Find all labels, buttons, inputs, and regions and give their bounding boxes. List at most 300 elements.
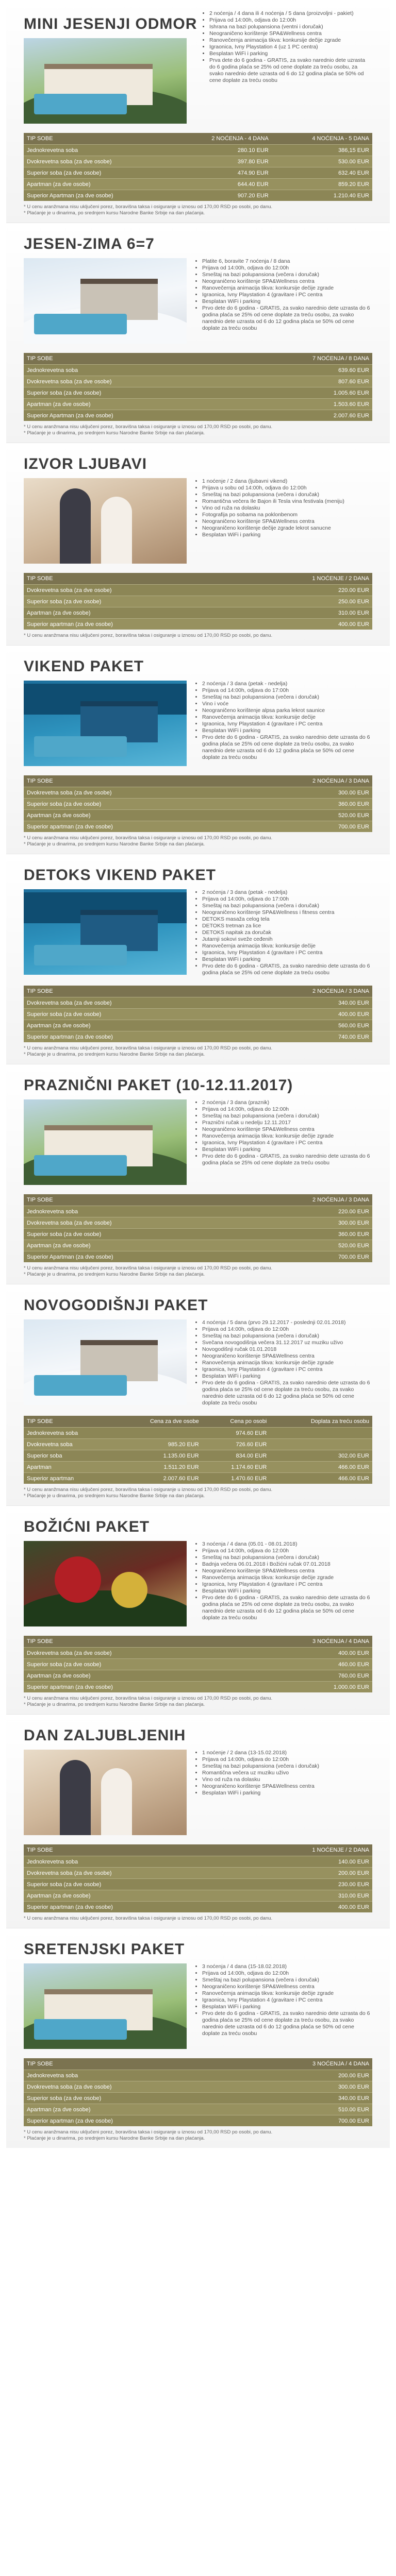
feature-list (194, 258, 372, 332)
feature-item: • Romantična večera Ile Bajon ili Tesla vina festivala (meniju) (202, 498, 372, 505)
feature-item: • Smeštaj na bazi polupansiona (večera i doručak) (202, 1977, 372, 1984)
feature-item: • Prijava od 14:00h, odjava do 12:00h (202, 1756, 372, 1763)
price-row (24, 1682, 372, 1693)
room-type: Apartman (za dve osobe) (24, 810, 231, 821)
price-row (24, 1206, 372, 1217)
column-header: Doplata za treću osobu (270, 1416, 372, 1428)
price-row (24, 1670, 372, 1682)
feature-item: • Prijava od 14:00h, odjava do 12:00h (202, 1970, 372, 1977)
feature-item: • Prijava u sobu od 14:00h, odjava do 12:00h (202, 485, 372, 492)
feature-item: • Vino i voće (202, 701, 372, 707)
room-type: Dvokrevetna soba (za dve osobe) (24, 585, 230, 596)
price-row (24, 607, 372, 619)
column-header: 2 NOĆENJA - 4 DANA (171, 133, 272, 145)
room-type: Superior soba (za dve osobe) (24, 1009, 231, 1020)
package-section (6, 1064, 390, 1284)
package-photo (24, 1319, 187, 1405)
price-row (24, 1450, 372, 1462)
price-row (24, 619, 372, 630)
feature-item: • Prijava od 14:00h, odjava do 17:00h (202, 896, 372, 903)
price-row (24, 179, 372, 190)
package-title: JESEN-ZIMA 6=7 (24, 235, 155, 252)
package-photo (24, 1099, 187, 1185)
package-section (6, 645, 390, 854)
room-type: Superior soba (za dve osobe) (24, 596, 230, 607)
feature-item: • Besplatan WiFi i parking (202, 1790, 372, 1797)
feature-item: • Smeštaj na bazi polupansiona (večera i doručak) (202, 1554, 372, 1561)
price-cell: 310.00 EUR (230, 1890, 372, 1902)
feature-item: • Igraonica, Ivny Playstation 4 (gravitare i PC centra (202, 1140, 372, 1146)
price-cell: 360.00 EUR (231, 1229, 372, 1240)
column-header: TIP SOBE (24, 1636, 231, 1648)
price-cell: 644.40 EUR (171, 179, 272, 190)
column-header: TIP SOBE (24, 353, 231, 365)
feature-item: • 2 noćenja / 3 dana (petak - nedelja) (202, 681, 372, 687)
note-line: * Plaćanje je u dinarima, po srednjem kursu Narodne Banke Srbije na dan plaćanja. (24, 430, 205, 436)
price-cell: 907.20 EUR (171, 190, 272, 201)
price-cell: 639.60 EUR (231, 365, 372, 376)
feature-list (194, 1963, 372, 2037)
feature-item: • Besplatan WiFi i parking (202, 532, 372, 538)
feature-item: • Besplatan WiFi i parking (202, 727, 372, 734)
feature-item: • Prijava od 14:00h, odjava do 12:00h (202, 1548, 372, 1554)
column-header: Cena po osobi (202, 1416, 270, 1428)
room-type: Apartman (za dve osobe) (24, 2104, 231, 2115)
price-table (24, 1844, 372, 1912)
price-row (24, 821, 372, 833)
feature-item: • Ishrana na bazi polupansiona (ventni i doručak) (209, 24, 372, 30)
price-cell: 230.00 EUR (230, 1879, 372, 1890)
feature-item: • Ranovečernja animacija tikva: konkursije dečije zgrade (202, 1574, 372, 1581)
price-cell: 300.00 EUR (231, 2081, 372, 2093)
photo-shape (34, 94, 127, 114)
package-section (6, 854, 390, 1064)
photo-shape (34, 314, 127, 334)
price-row (24, 1020, 372, 1031)
room-type: Jednokrevetna soba (24, 1856, 230, 1868)
price-cell: 740.00 EUR (231, 1031, 372, 1043)
package-title: IZVOR LJUBAVI (24, 455, 147, 472)
price-cell: 834.00 EUR (202, 1450, 270, 1462)
note-line: * U cenu aranžmana nisu uključeni porez, boravišna taksa i osiguranje u iznosu od 170,00 RSD po osobi, po danu. (24, 2129, 273, 2135)
package-photo (24, 478, 187, 564)
price-cell: 400.00 EUR (231, 1648, 372, 1659)
price-table-header (24, 1636, 372, 1648)
feature-item: • 3 noćenja / 4 dana (05.01 - 08.01.2018) (202, 1541, 372, 1548)
price-cell: 760.00 EUR (231, 1670, 372, 1682)
package-section (6, 1714, 390, 1928)
feature-item: • Besplatan WiFi i parking (202, 1146, 372, 1153)
price-table (24, 353, 372, 421)
price-cell: 474.90 EUR (171, 167, 272, 179)
price-cell: 1.005.60 EUR (231, 387, 372, 399)
feature-item: • 1 noćenje / 2 dana (13-15.02.2018) (202, 1750, 372, 1756)
feature-item: • Prvo dete do 6 godina - GRATIS, za svako narednio dete uzrasta do 6 godina plaća se 25% od cene doplate za treću osobu, za svako narednio dete uzrasta od 6 do 12 godina plaća se 50% od cene doplate za treću osobu (202, 1595, 372, 1621)
feature-item: • Igraonica, Ivny Playstation 4 (gravitare i PC centra (202, 1997, 372, 2004)
price-row (24, 1648, 372, 1659)
feature-item: • Smeštaj na bazi polupansiona (večera i doručak) (202, 694, 372, 701)
feature-item: • DETOKS tretman za lice (202, 923, 372, 929)
room-type: Superior soba (za dve osobe) (24, 1879, 230, 1890)
feature-item: • 3 noćenja / 4 dana (15-18.02.2018) (202, 1963, 372, 1970)
room-type: Superior apartman (za dve osobe) (24, 821, 231, 833)
price-cell: 859.20 EUR (272, 179, 372, 190)
price-cell (114, 1428, 202, 1439)
price-row (24, 596, 372, 607)
price-row (24, 1659, 372, 1670)
package-section (6, 0, 390, 223)
price-cell: 466.00 EUR (270, 1473, 372, 1484)
note-line: * U cenu aranžmana nisu uključeni porez, boravišna taksa i osiguranje u iznosu od 170,00 RSD po osobi, po danu. (24, 633, 273, 638)
price-table-header (24, 1416, 372, 1428)
feature-item: • Smeštaj na bazi polupansiona (večera i doručak) (202, 1113, 372, 1120)
price-row (24, 1031, 372, 1043)
room-type: Apartman (za dve osobe) (24, 399, 231, 410)
price-cell: 300.00 EUR (231, 1217, 372, 1229)
price-notes (24, 424, 372, 436)
room-type: Apartman (za dve osobe) (24, 607, 230, 619)
price-cell: 1.174.60 EUR (202, 1462, 270, 1473)
price-row (24, 1229, 372, 1240)
room-type: Superior Apartman (za dve osobe) (24, 190, 171, 201)
feature-item: • Jutarnji sokovi sveže ceđenih (202, 936, 372, 943)
price-notes (24, 835, 372, 848)
photo-shape (101, 497, 132, 564)
room-type: Superior apartman (za dve osobe) (24, 1031, 231, 1043)
price-notes (24, 1045, 372, 1058)
room-type: Apartman (za dve osobe) (24, 1890, 230, 1902)
price-cell: 726.60 EUR (202, 1439, 270, 1450)
feature-item: • Ranovečernja animacija tikva: konkursije dečije zgrade (202, 1133, 372, 1140)
package-photo (24, 38, 187, 124)
price-cell: 200.00 EUR (231, 2070, 372, 2081)
price-table-header (24, 986, 372, 997)
price-cell: 700.00 EUR (231, 821, 372, 833)
package-title: DETOKS VIKEND PAKET (24, 867, 216, 884)
room-type: Apartman (24, 1462, 114, 1473)
price-cell: 220.00 EUR (231, 1206, 372, 1217)
package-title: VIKEND PAKET (24, 658, 144, 675)
room-type: Superior apartman (za dve osobe) (24, 2115, 231, 2127)
feature-item: • 2 noćenja / 3 dana (petak - nedelja) (202, 889, 372, 896)
package-title: NOVOGODIŠNJI PAKET (24, 1297, 208, 1314)
price-table-header (24, 1844, 372, 1856)
price-cell: 1.511.20 EUR (114, 1462, 202, 1473)
price-row (24, 2070, 372, 2081)
price-row (24, 156, 372, 167)
feature-item: • Ranovečernja animacija tikva: konkursije dečije zgrade (202, 1360, 372, 1366)
feature-item: • Neograničeno korištenje SPA&Wellness centra (202, 278, 372, 285)
feature-item: • Fotografija po sobama na poklonbenom (202, 512, 372, 518)
note-line: * Plaćanje je u dinarima, po srednjem kursu Narodne Banke Srbije na dan plaćanja. (24, 1493, 205, 1499)
feature-item: • Neograničeno korištenje SPA&Wellness centra (202, 1984, 372, 1990)
photo-shape (101, 1768, 132, 1835)
price-row (24, 1439, 372, 1450)
column-header: 2 NOĆENJA / 3 DANA (231, 775, 372, 787)
price-cell (270, 1439, 372, 1450)
note-line: * U cenu aranžmana nisu uključeni porez, boravišna taksa i osiguranje u iznosu od 170,00 RSD po osobi, po danu. (24, 1045, 273, 1051)
column-header: TIP SOBE (24, 573, 230, 585)
room-type: Jednokrevetna soba (24, 2070, 231, 2081)
feature-item: • Besplatan WiFi i parking (202, 2004, 372, 2010)
price-row (24, 2093, 372, 2104)
price-cell: 220.00 EUR (230, 585, 372, 596)
room-type: Apartman (za dve osobe) (24, 1020, 231, 1031)
feature-item: • 1 noćenje / 2 dana (ljubavni vikend) (202, 478, 372, 485)
feature-list (194, 681, 372, 761)
price-cell: 360.00 EUR (231, 799, 372, 810)
photo-shape (34, 1375, 127, 1396)
room-type: Superior soba (za dve osobe) (24, 387, 231, 399)
price-table (24, 133, 372, 201)
column-header: TIP SOBE (24, 1194, 231, 1206)
photo-shape (34, 1155, 127, 1176)
feature-list (194, 1750, 372, 1797)
feature-item: • Neograničeno korištenje SPA&Wellness centra (209, 30, 372, 37)
photo-shape (111, 1572, 147, 1608)
feature-item: • Praznični ručak u nedelju 12.11.2017 (202, 1120, 372, 1126)
package-title: MINI JESENJI ODMOR (24, 15, 197, 32)
feature-item: • Igraonica, Ivny Playstation 4 (gravitare i PC centra (202, 950, 372, 956)
note-line: * Plaćanje je u dinarima, po srednjem kursu Narodne Banke Srbije na dan plaćanja. (24, 2136, 205, 2141)
feature-item: • Ranovečernja animacija tikva: konkursije dečije (202, 943, 372, 950)
note-line: * U cenu aranžmana nisu uključeni porez, boravišna taksa i osiguranje u iznosu od 170,00 RSD po osobi, po danu. (24, 1487, 273, 1493)
price-cell: 520.00 EUR (231, 1240, 372, 1251)
feature-item: • Besplatan WiFi i parking (202, 1588, 372, 1595)
package-section (6, 223, 390, 443)
room-type: Superior soba (24, 1450, 114, 1462)
feature-item: • Neograničeno korištenje SPA&Wellness centra (202, 1126, 372, 1133)
room-type: Superior soba (za dve osobe) (24, 1229, 231, 1240)
column-header: 1 NOĆENJE / 2 DANA (230, 1844, 372, 1856)
price-table-header (24, 2058, 372, 2070)
price-cell: 560.00 EUR (231, 1020, 372, 1031)
column-header: TIP SOBE (24, 1416, 114, 1428)
column-header: 7 NOĆENJA / 8 DANA (231, 353, 372, 365)
price-cell: 400.00 EUR (230, 619, 372, 630)
price-cell: 510.00 EUR (231, 2104, 372, 2115)
column-header: 4 NOĆENJA - 5 DANA (272, 133, 372, 145)
photo-shape (34, 945, 127, 965)
price-row (24, 1428, 372, 1439)
price-row (24, 1473, 372, 1484)
feature-item: • Besplatan WiFi i parking (202, 298, 372, 305)
package-overview (24, 1963, 372, 2049)
price-cell: 974.60 EUR (202, 1428, 270, 1439)
column-header: 3 NOĆENJA / 4 DANA (231, 2058, 372, 2070)
note-line: * U cenu aranžmana nisu uključeni porez, boravišna taksa i osiguranje u iznosu od 170,00 RSD po osobi, po danu. (24, 1916, 273, 1921)
price-cell: 1.135.00 EUR (114, 1450, 202, 1462)
price-table-header (24, 133, 372, 145)
room-type: Dvokrevetna soba (za dve osobe) (24, 2081, 231, 2093)
room-type: Superior Apartman (za dve osobe) (24, 1251, 231, 1263)
room-type: Superior apartman (za dve osobe) (24, 619, 230, 630)
price-cell: 1.503.60 EUR (231, 399, 372, 410)
price-cell: 1.000.00 EUR (231, 1682, 372, 1693)
price-cell: 1.210.40 EUR (272, 190, 372, 201)
column-header: TIP SOBE (24, 1844, 230, 1856)
room-type: Jednokrevetna soba (24, 365, 231, 376)
note-line: * U cenu aranžmana nisu uključeni porez, boravišna taksa i osiguranje u iznosu od 170,00 RSD po osobi, po danu. (24, 204, 273, 210)
room-type: Dvokrevetna soba (za dve osobe) (24, 376, 231, 387)
price-table (24, 1194, 372, 1262)
column-header: Cena za dve osobe (114, 1416, 202, 1428)
price-row (24, 1856, 372, 1868)
feature-item: • Novogodišnji ručak 01.01.2018 (202, 1346, 372, 1353)
feature-item: • Igraonica, Ivny Playstation 4 (gravitare i PC centra (202, 1366, 372, 1373)
feature-list (201, 10, 372, 84)
price-row (24, 1217, 372, 1229)
price-cell: 807.60 EUR (231, 376, 372, 387)
price-cell: 280.10 EUR (171, 145, 272, 156)
price-row (24, 387, 372, 399)
price-row (24, 787, 372, 799)
room-type: Apartman (za dve osobe) (24, 179, 171, 190)
price-table (24, 573, 372, 630)
feature-list (194, 889, 372, 976)
feature-item: • Prva dete do 6 godina - GRATIS, za svako narednio dete uzrasta do 6 godina plaća se 25% od cene doplate za treću osobu, za svako narednio dete uzrasta od 6 do 12 godina plaća se 50% od cene doplate za treću osobu (209, 57, 372, 84)
price-table-header (24, 353, 372, 365)
price-cell (270, 1428, 372, 1439)
feature-item: • Igraonica, Ivny Playstation 4 (gravitare i PC centra (202, 292, 372, 298)
room-type: Dvokrevetna soba (24, 1439, 114, 1450)
price-table (24, 775, 372, 832)
column-header: TIP SOBE (24, 133, 171, 145)
package-photo (24, 889, 187, 975)
note-line: * U cenu aranžmana nisu uključeni porez, boravišna taksa i osiguranje u iznosu od 170,00 RSD po osobi, po danu. (24, 1265, 273, 1271)
package-photo (24, 1541, 187, 1626)
feature-item: • Neograničeno korištenje SPA&Wellness i fitness centra (202, 909, 372, 916)
feature-item: • Igraonica, Ivny Playstation 4 (gravitare i PC centra (202, 721, 372, 727)
column-header: TIP SOBE (24, 2058, 231, 2070)
price-row (24, 799, 372, 810)
price-row (24, 1890, 372, 1902)
price-cell: 340.00 EUR (231, 997, 372, 1009)
room-type: Superior apartman (za dve osobe) (24, 1682, 231, 1693)
price-cell: 300.00 EUR (231, 787, 372, 799)
price-notes (24, 1487, 372, 1499)
feature-item: • Vino od ruža na dolasku (202, 505, 372, 512)
feature-item: • 2 noćenja / 4 dana ili 4 noćenja / 5 dana (proizvoljni - pakiet) (209, 10, 372, 17)
price-table (24, 2058, 372, 2126)
feature-item: • Besplatan WiFi i parking (202, 1373, 372, 1380)
feature-item: • Badnja večera 06.01.2018 i Božićni ručak 07.01.2018 (202, 1561, 372, 1568)
price-row (24, 1009, 372, 1020)
photo-shape (55, 1556, 101, 1603)
price-row (24, 190, 372, 201)
note-line: * Plaćanje je u dinarima, po srednjem kursu Narodne Banke Srbije na dan plaćanja. (24, 1272, 205, 1277)
feature-item: • Prvo dete do 6 godina - GRATIS, za svako narednio dete uzrasta do 6 godina plaća se 25% od cene doplate za treću osobu, za svako narednio dete uzrasta od 6 do 12 godina plaća se 50% od cene doplate za treću osobu (202, 1380, 372, 1406)
room-type: Superior soba (za dve osobe) (24, 2093, 231, 2104)
feature-item: • Neograničeno korištenje SPA&Wellness centra (202, 1353, 372, 1360)
feature-item: • Ranovečernja animacija tikva: konkursije dečije zgrade (209, 37, 372, 44)
feature-item: • Romantična večera uz muziku uživo (202, 1770, 372, 1776)
room-type: Superior Apartman (za dve osobe) (24, 410, 231, 421)
note-line: * Plaćanje je u dinarima, po srednjem kursu Narodne Banke Srbije na dan plaćanja. (24, 1702, 205, 1707)
feature-item: • Platite 6, boravite 7 noćenja / 8 dana (202, 258, 372, 265)
note-line: * U cenu aranžmana nisu uključeni porez, boravišna taksa i osiguranje u iznosu od 170,00 RSD po osobi, po danu. (24, 424, 273, 430)
package-overview (24, 1541, 372, 1626)
price-cell: 1.470.60 EUR (202, 1473, 270, 1484)
room-type: Superior soba (za dve osobe) (24, 1659, 231, 1670)
feature-item: • Vino od ruža na dolasku (202, 1776, 372, 1783)
package-photo (24, 1963, 187, 2049)
package-section (6, 1505, 390, 1714)
feature-item: • DETOKS masaža celog tela (202, 916, 372, 923)
price-cell: 985.20 EUR (114, 1439, 202, 1450)
room-type: Dvokrevetna soba (za dve osobe) (24, 997, 231, 1009)
note-line: * U cenu aranžmana nisu uključeni porez, boravišna taksa i osiguranje u iznosu od 170,00 RSD po osobi, po danu. (24, 835, 273, 841)
price-row (24, 410, 372, 421)
price-cell: 386,15 EUR (272, 145, 372, 156)
feature-item: • Prvo dete do 6 godina - GRATIS, za svako narednio dete uzrasta do 6 godina plaća se 25% od cene doplate za treću osobu, za svako narednio dete uzrasta od 6 do 12 godina plaća se 50% od cene doplate za treću osobu (202, 734, 372, 761)
price-row (24, 997, 372, 1009)
package-title: BOŽIĆNI PAKET (24, 1518, 150, 1535)
price-cell: 310.00 EUR (230, 607, 372, 619)
feature-item: • 2 noćenja / 3 dana (praznik) (202, 1099, 372, 1106)
room-type: Dvokrevetna soba (za dve osobe) (24, 1648, 231, 1659)
price-row (24, 376, 372, 387)
feature-item: • Smeštaj na bazi polupansiona (večera i doručak) (202, 1763, 372, 1770)
price-cell: 2.007.60 EUR (231, 410, 372, 421)
photo-shape (34, 2019, 127, 2040)
column-header: TIP SOBE (24, 986, 231, 997)
price-notes (24, 204, 372, 216)
price-row (24, 365, 372, 376)
feature-item: • Prvo dete do 6 godina - GRATIS, za svako narednio dete uzrasta do 6 godina plaća se 25% od cene doplate za treću osobu, za svako narednio dete uzrasta od 6 do 12 godina plaća se 50% od cene doplate za treću osobu (202, 2010, 372, 2037)
note-line: * Plaćanje je u dinarima, po srednjem kursu Narodne Banke Srbije na dan plaćanja. (24, 841, 205, 847)
price-notes (24, 633, 372, 639)
photo-shape (24, 1590, 187, 1626)
price-row (24, 1902, 372, 1913)
left-column (24, 10, 197, 124)
feature-item: • Prvo dete do 6 godina - GRATIS, za svako narednio dete uzrasta do 6 godina plaća se 25% od cene doplate za treću osobu (202, 1153, 372, 1166)
feature-item: • Svečana novogodišnja večera 31.12.2017 uz muziku uživo (202, 1340, 372, 1346)
price-table-header (24, 775, 372, 787)
price-cell: 530.00 EUR (272, 156, 372, 167)
price-row (24, 145, 372, 156)
feature-list (194, 1541, 372, 1621)
feature-item: • Neograničeno korištenje alpsa parka lekrot saunice (202, 707, 372, 714)
price-row (24, 1868, 372, 1879)
feature-item: • Neograničeno korištenje dečije zgrade lekrot sanucne (202, 525, 372, 532)
room-type: Superior apartman (za dve osobe) (24, 1902, 230, 1913)
column-header: TIP SOBE (24, 775, 231, 787)
room-type: Dvokrevetna soba (za dve osobe) (24, 1217, 231, 1229)
room-type: Jednokrevetna soba (24, 1428, 114, 1439)
price-row (24, 399, 372, 410)
feature-list (194, 1319, 372, 1406)
photo-shape (60, 488, 91, 564)
price-notes (24, 2129, 372, 2142)
feature-item: • Neograničeno korištenje SPA&Wellness centra (202, 518, 372, 525)
room-type: Dvokrevetna soba (za dve osobe) (24, 1868, 230, 1879)
note-line: * Plaćanje je u dinarima, po srednjem kursu Narodne Banke Srbije na dan plaćanja. (24, 210, 205, 216)
price-table (24, 1636, 372, 1692)
feature-item: • DETOKS napitak za doručak (202, 929, 372, 936)
feature-item: • Smeštaj na bazi polupansiona (večera i doručak) (202, 903, 372, 909)
room-type: Superior soba (za dve osobe) (24, 167, 171, 179)
package-section (6, 1284, 390, 1505)
feature-item: • Prvo dete do 6 godina - GRATIS, za svako narednio dete uzrasta do 6 godina plaća se 25% od cene doplate za treću osobu, za svako narednio dete uzrasta od 6 do 12 godina plaća se 50% od cene doplate za treću osobu (202, 305, 372, 332)
package-overview (24, 258, 372, 344)
room-type: Superior soba (za dve osobe) (24, 799, 231, 810)
column-header: 1 NOĆENJE / 2 DANA (230, 573, 372, 585)
feature-item: • Prijava od 14:00h, odjava do 17:00h (202, 687, 372, 694)
price-row (24, 1240, 372, 1251)
feature-item: • Smeštaj na bazi polupansiona (večera i doručak) (202, 272, 372, 278)
note-line: * U cenu aranžmana nisu uključeni porez, boravišna taksa i osiguranje u iznosu od 170,00 RSD po osobi, po danu. (24, 1696, 273, 1701)
